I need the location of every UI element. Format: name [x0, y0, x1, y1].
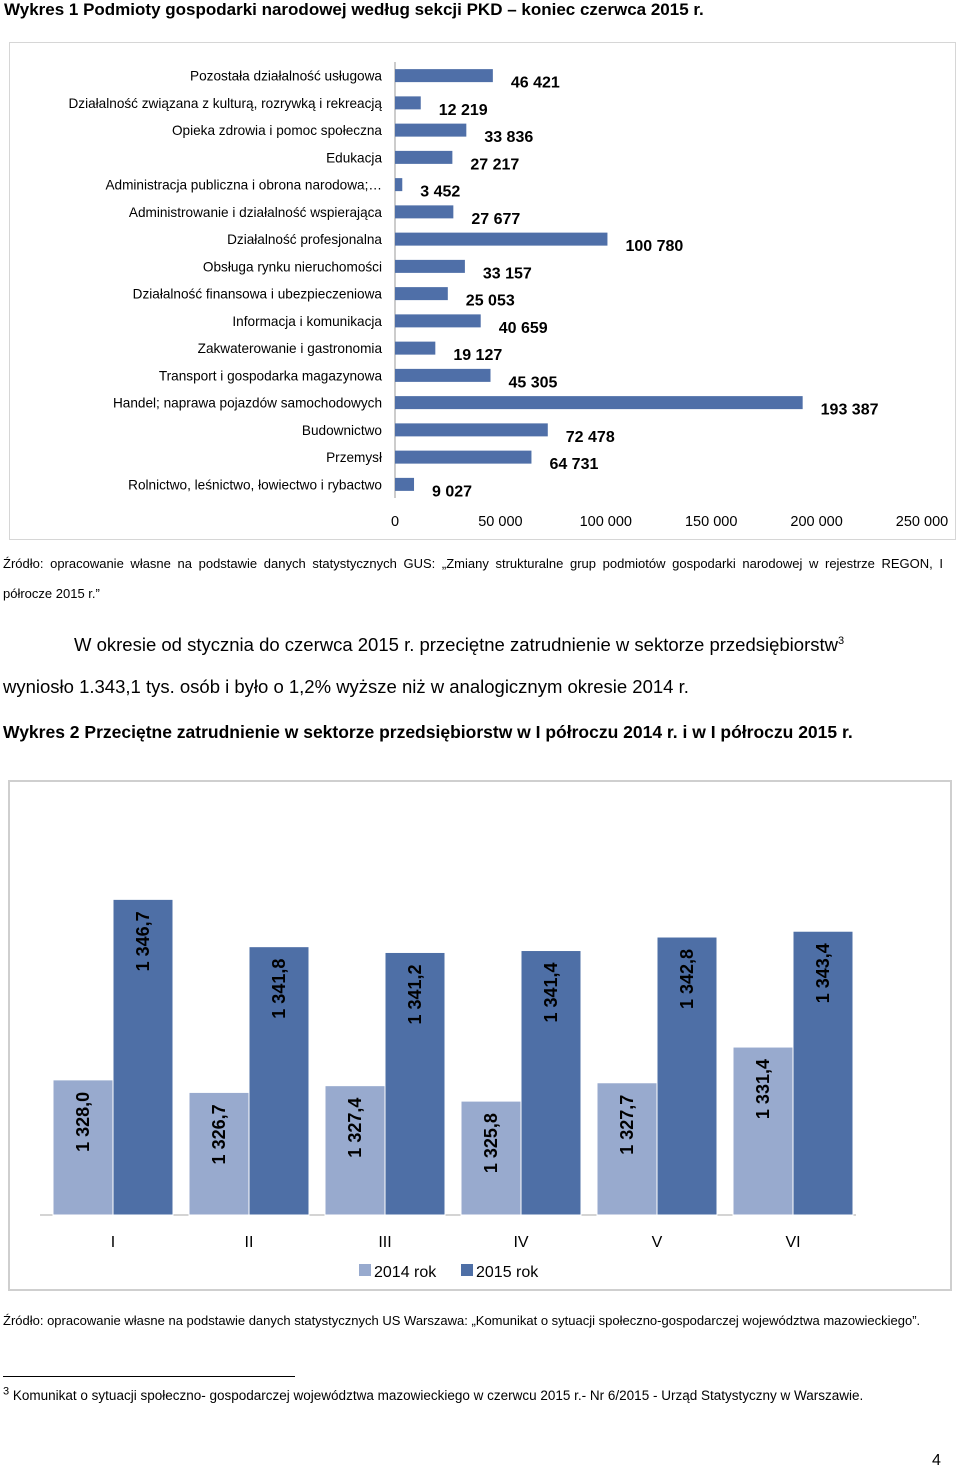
chart2-title: Wykres 2 Przeciętne zatrudnienie w sektorze przedsiębiorstw w I półroczu 2014 r. i w I półroczu 2015 r.	[3, 722, 853, 742]
chart2-category-label: VI	[785, 1234, 801, 1251]
chart1-category-label: Pozostała działalność usługowa	[190, 68, 382, 84]
chart1-category-label: Działalność profesjonalna	[227, 232, 382, 248]
body-line-1	[3, 624, 945, 666]
chart2-legend-label: 2015 rok	[476, 1264, 539, 1281]
footnote-ref: 3	[838, 634, 845, 647]
footnote-text: Komunikat o sytuacji społeczno- gospodarczej województwa mazowieckiego w czerwcu 2015 r.- Nr 6/2015 - Urząd Statystyczny w Warszawie.	[12, 1388, 864, 1403]
chart1-value-label: 64 731	[549, 456, 599, 474]
chart1-category-label: Zakwaterowanie i gastronomia	[197, 341, 382, 357]
chart1-category-label: Edukacja	[326, 150, 382, 166]
chart1-category-label: Administrowanie i działalność wspierająca	[128, 204, 382, 220]
chart1-value-label: 27 677	[471, 210, 521, 228]
footnote-separator	[3, 1376, 295, 1377]
chart1-bar	[395, 451, 531, 464]
chart1-value-label: 100 780	[625, 238, 684, 256]
footnote	[3, 1385, 945, 1406]
chart2-category-label: III	[378, 1234, 392, 1251]
chart1-bar	[395, 478, 414, 491]
chart2-legend	[359, 1264, 539, 1281]
chart1-bar	[395, 423, 548, 436]
page-number: 4	[932, 1452, 941, 1469]
chart2-category-label: V	[651, 1234, 663, 1251]
chart1-bar	[395, 314, 481, 327]
chart1-value-label: 19 127	[453, 347, 503, 365]
chart2-frame	[8, 780, 952, 1291]
chart1-title: Wykres 1 Podmioty gospodarki narodowej według sekcji PKD – koniec czerwca 2015 r.	[4, 0, 704, 19]
body-line-2: wyniosło 1.343,1 tys. osób i było o 1,2% wyższe niż w analogicznym okresie 2014 r.	[3, 676, 689, 697]
chart1-x-tick-label: 200 000	[790, 514, 843, 530]
chart1-svg	[10, 43, 957, 541]
chart1-value-label: 46 421	[510, 74, 560, 92]
chart1-source: Źródło: opracowanie własne na podstawie danych statystycznych GUS: „Zmiany strukturalne grup podmiotów gospodarki narodowej w rejestrze REGON, I półrocze 2015 r.”	[3, 556, 943, 601]
chart1-value-label: 12 219	[438, 101, 488, 119]
chart2-legend-swatch	[461, 1264, 473, 1276]
chart2-category-label: I	[110, 1234, 116, 1251]
chart1-x-tick-label: 250 000	[895, 514, 949, 530]
chart1-bar	[395, 233, 607, 246]
chart1-bar	[395, 396, 803, 409]
chart1-value-label: 193 387	[820, 401, 879, 419]
chart1-bar	[395, 260, 465, 273]
chart1-category-label: Działalność finansowa i ubezpieczeniowa	[132, 286, 382, 302]
chart2-data-label: 1 331,4	[753, 1059, 773, 1120]
chart2-legend-label: 2014 rok	[374, 1264, 437, 1281]
chart1-value-label: 25 053	[465, 292, 515, 310]
chart2-data-label: 1 328,0	[73, 1091, 93, 1152]
chart2-data-label: 1 327,7	[617, 1094, 637, 1155]
chart2-data-label: 1 342,8	[677, 948, 697, 1010]
chart2-data-label: 1 327,4	[345, 1097, 365, 1158]
chart1-bar	[395, 124, 466, 137]
footnote-number: 3	[3, 1385, 10, 1398]
chart2-source: Źródło: opracowanie własne na podstawie danych statystycznych US Warszawa: „Komunikat o sytuacji społeczno-gospodarczej województwa mazowieckiego”.	[3, 1313, 921, 1328]
chart1-x-tick-label: 150 000	[684, 514, 738, 530]
chart2-data-label: 1 325,8	[481, 1113, 501, 1174]
chart1-bar	[395, 69, 493, 82]
chart1-x-tick-label: 100 000	[579, 514, 633, 530]
chart1-bar	[395, 178, 402, 191]
chart1-category-label: Działalność związana z kulturą, rozrywką i rekreacją	[68, 95, 382, 111]
body-line-1-text: W okresie od stycznia do czerwca 2015 r. przeciętne zatrudnienie w sektorze przedsiębiorstw	[74, 634, 838, 655]
chart1-category-label: Informacja i komunikacja	[232, 313, 382, 329]
chart1-frame	[9, 42, 956, 540]
chart1-category-label: Obsługa rynku nieruchomości	[202, 259, 382, 275]
chart1-category-label: Administracja publiczna i obrona narodowa;…	[105, 177, 382, 193]
chart1-value-label: 72 478	[565, 428, 615, 446]
chart1-category-label: Transport i gospodarka magazynowa	[158, 368, 382, 384]
chart1-value-label: 27 217	[470, 156, 520, 174]
chart1-category-label: Handel; naprawa pojazdów samochodowych	[112, 395, 382, 411]
chart1-bar	[395, 205, 453, 218]
chart1-bar	[395, 287, 448, 300]
chart1-value-label: 3 452	[420, 183, 461, 201]
chart1-value-label: 33 836	[484, 129, 534, 147]
chart1-category-label: Przemysł	[326, 450, 382, 466]
chart1-x-tick-label: 50 000	[478, 514, 523, 530]
chart1-bar	[395, 96, 421, 109]
chart2-legend-swatch	[359, 1264, 371, 1276]
chart2-category-label: II	[244, 1234, 254, 1251]
chart2-data-label: 1 326,7	[209, 1104, 229, 1165]
body-paragraph	[3, 624, 945, 708]
chart1-category-label: Rolnictwo, leśnictwo, łowiectwo i rybactwo	[128, 477, 382, 493]
chart2-data-label: 1 341,2	[405, 964, 425, 1025]
chart1-value-label: 33 157	[482, 265, 532, 283]
chart1-value-label: 9 027	[432, 483, 473, 501]
chart2-data-label: 1 343,4	[813, 943, 833, 1004]
chart2-category-label: IV	[513, 1234, 529, 1251]
chart1-bar	[395, 342, 435, 355]
chart1-value-label: 45 305	[508, 374, 558, 392]
chart1-value-label: 40 659	[498, 319, 548, 337]
chart1-x-tick-label: 0	[391, 514, 400, 530]
chart2-data-label: 1 341,8	[269, 958, 289, 1019]
chart1-bar	[395, 151, 452, 164]
chart1-bar	[395, 369, 491, 382]
chart2-svg	[10, 782, 954, 1293]
chart2-data-label: 1 341,4	[541, 962, 561, 1023]
chart1-category-label: Budownictwo	[301, 422, 382, 438]
chart2-data-label: 1 346,7	[133, 911, 153, 972]
chart1-category-label: Opieka zdrowia i pomoc społeczna	[171, 123, 382, 139]
